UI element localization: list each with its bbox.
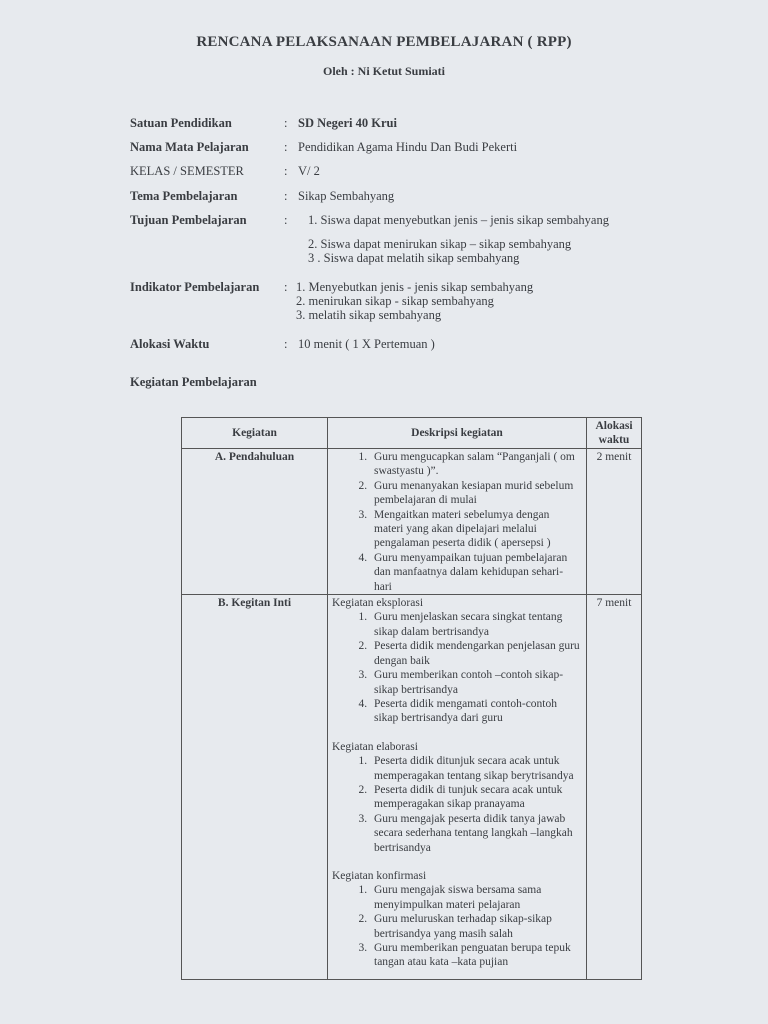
indikator-line: 3. melatih sikap sembahyang xyxy=(296,308,442,322)
row-description xyxy=(328,595,587,980)
field-colon: : xyxy=(284,337,288,351)
list xyxy=(332,754,580,855)
field-value: V/ 2 xyxy=(298,164,320,178)
field-label: Nama Mata Pelajaran xyxy=(130,140,249,154)
field-colon: : xyxy=(284,116,288,130)
list-item: 1. Guru mengucapkan salam “Panganjali ( om swastyastu )”. xyxy=(370,450,580,479)
indikator-line: 2. menirukan sikap - sikap sembahyang xyxy=(296,294,494,308)
list-item: 4. Peserta didik mengamati contoh-contoh sikap bertrisandya dari guru xyxy=(370,697,580,726)
field-value: Sikap Sembahyang xyxy=(298,189,395,203)
list-item: 1. Guru mengajak siswa bersama sama menyimpulkan materi pelajaran xyxy=(370,883,580,912)
column-header: Kegiatan xyxy=(182,418,328,449)
list xyxy=(332,610,580,725)
list-item: 1. Guru menjelaskan secara singkat tentang sikap dalam bertrisandya xyxy=(370,610,580,639)
column-header: Deskripsi kegiatan xyxy=(328,418,587,449)
field-value: 10 menit ( 1 X Pertemuan ) xyxy=(298,337,435,351)
row-time: 7 menit xyxy=(587,595,642,980)
field-value: SD Negeri 40 Krui xyxy=(298,116,397,130)
document-title: RENCANA PELAKSANAAN PEMBELAJARAN ( RPP) xyxy=(196,34,572,50)
column-header: Alokasi waktu xyxy=(587,418,642,449)
field-label: Tujuan Pembelajaran xyxy=(130,213,247,227)
table-row xyxy=(182,595,642,980)
section-heading: Kegiatan Pembelajaran xyxy=(130,375,257,389)
list-item: 3. Guru memberikan contoh –contoh sikap-sikap bertrisandya xyxy=(370,668,580,697)
spacer xyxy=(332,855,580,869)
list-item: 2. Peserta didik mendengarkan penjelasan guru dengan baik xyxy=(370,639,580,668)
field-value: Pendidikan Agama Hindu Dan Budi Pekerti xyxy=(298,140,518,154)
field-label: Tema Pembelajaran xyxy=(130,189,238,203)
field-colon: : xyxy=(284,164,288,178)
field-label: Satuan Pendidikan xyxy=(130,116,232,130)
group-heading: Kegiatan konfirmasi xyxy=(332,869,427,882)
list-item: 2. Peserta didik di tunjuk secara acak untuk memperagakan sikap pranayama xyxy=(370,783,580,812)
list-item: 2. Guru menanyakan kesiapan murid sebelum pembelajaran di mulai xyxy=(370,479,580,508)
list-item: 2. Guru meluruskan terhadap sikap-sikap bertrisandya yang masih salah xyxy=(370,912,580,941)
list-item: 3. Mengaitkan materi sebelumya dengan materi yang akan dipelajari melalui pengalaman peserta didik ( apersepsi ) xyxy=(370,508,580,551)
field-label: KELAS / SEMESTER xyxy=(130,164,244,178)
list-item: 4. Guru menyampaikan tujuan pembelajaran dan manfaatnya dalam kehidupan sehari-hari xyxy=(370,551,580,594)
table-row xyxy=(182,449,642,595)
table-header-row xyxy=(182,418,642,449)
list xyxy=(332,450,580,594)
document-author: Oleh : Ni Ketut Sumiati xyxy=(323,64,445,78)
row-time: 2 menit xyxy=(587,449,642,595)
field-colon: : xyxy=(284,213,288,227)
row-label: A. Pendahuluan xyxy=(182,449,328,595)
tujuan-line: 1. Siswa dapat menyebutkan jenis – jenis sikap sembahyang xyxy=(308,213,609,227)
tujuan-line: 2. Siswa dapat menirukan sikap – sikap sembahyang xyxy=(308,237,572,251)
list-item: 3. Guru memberikan penguatan berupa tepuk tangan atau kata –kata pujian xyxy=(370,941,580,970)
spacer xyxy=(332,726,580,740)
activity-table xyxy=(181,417,642,980)
list-item: 1. Peserta didik ditunjuk secara acak untuk memperagakan tentang sikap berytrisandya xyxy=(370,754,580,783)
row-label: B. Kegitan Inti xyxy=(182,595,328,980)
group-heading: Kegiatan eksplorasi xyxy=(332,597,424,610)
tujuan-line: 3 . Siswa dapat melatih sikap sembahyang xyxy=(308,251,520,265)
field-value-lines xyxy=(298,213,609,265)
indikator-line: 1. Menyebutkan jenis - jenis sikap sembahyang xyxy=(296,280,534,294)
field-label: Alokasi Waktu xyxy=(130,337,210,351)
field-label: Indikator Pembelajaran xyxy=(130,280,260,294)
list-item: 3. Guru mengajak peserta didik tanya jawab secara sederhana tentang langkah –langkah bertrisandya xyxy=(370,812,580,855)
field-colon: : xyxy=(284,280,288,294)
field-colon: : xyxy=(284,140,288,154)
list xyxy=(332,883,580,969)
group-heading: Kegiatan elaborasi xyxy=(332,740,418,753)
field-colon: : xyxy=(284,189,288,203)
row-description xyxy=(328,449,587,595)
field-value-lines xyxy=(296,280,533,322)
